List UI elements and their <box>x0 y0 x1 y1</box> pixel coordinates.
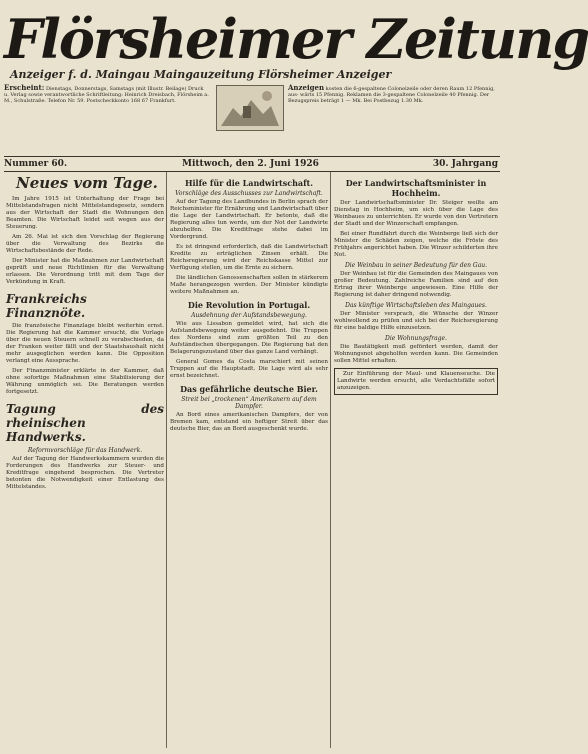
article-paragraph: Der Landwirtschaftsminister Dr. Steiger weilte am Dienstag in Hochheim, um sich über die Lage des Weinbaues zu unterrichten. Er wurde von den Vertretern der Stadt und der Winzerschaft empfangen. <box>334 200 498 227</box>
publication-info-label: Erscheint: <box>4 83 45 92</box>
article-paragraph: General Gomes da Costa marschiert mit seinen Truppen auf die Hauptstadt. Die Lage wird als sehr ernst bezeichnet. <box>170 359 328 379</box>
info-row <box>4 85 500 129</box>
masthead-subtitle: Anzeiger f. d. Maingau Maingauzeitung Flörsheimer Anzeiger <box>10 68 392 81</box>
article-heading: Neues vom Tage. <box>16 174 158 192</box>
article-paragraph: Wie aus Lissabon gemeldet wird, hat sich die Aufstandsbewegung weiter ausgedehnt. Die Truppen des Nordens sind zum größten Teil zu den Aufständischen übergegangen. Die Regierung hat den Belagerungszustand über das ganze Land verhängt. <box>170 321 328 355</box>
article-subheading: Streit bei „trockenen“ Amerikanern auf dem Dampfer. <box>181 396 317 410</box>
advertising-info-label: Anzeigen <box>288 83 325 92</box>
article-paragraph: Es ist dringend erforderlich, daß die Landwirtschaft Kredite zu erträglichen Zinsen erhält. Die Reichsregierung wird der Reichskasse Mittel zur Verfügung stellen, um die Ernte zu sichern. <box>170 244 328 271</box>
column-middle <box>170 174 328 744</box>
article-heading: Das gefährliche deutsche Bier. <box>180 384 318 394</box>
article-heading: Hilfe für die Landwirtschaft. <box>184 178 314 188</box>
article-paragraph: Am 26. Mai ist sich den Vorschlag der Regierung über die Verwaltung des Bezirks die Wirtschaftsbestände der Rede. <box>6 234 164 254</box>
volume-number: 30. Jahrgang <box>432 159 498 169</box>
advertising-info <box>288 85 500 129</box>
masthead-title: Flörsheimer Zeitung <box>4 7 588 71</box>
dateline <box>4 156 500 172</box>
column-right <box>334 174 498 744</box>
article-heading: Die Revolution in Portugal. <box>187 300 311 310</box>
column-divider <box>330 172 331 748</box>
article-paragraph: Auf der Tagung der Handwerkskammern wurden die Forderungen des Handwerks zur Steuer- und Kreditfrage eingehend besprochen. Die Vertreter betonten die Notwendigkeit einer Entlastung des Mittelstandes. <box>6 456 164 490</box>
article-paragraph: An Bord eines amerikanischen Dampfers, der von Bremen kam, entstand ein heftiger Streit über das deutsche Bier, das an Bord ausgeschenkt wurde. <box>170 412 328 432</box>
article-paragraph: Die französische Finanzlage bleibt weiterhin ernst. Die Regierung hat die Kammer ersucht, die Vorlage über die neuen Steuern schnell zu verabschieden, da der Franken weiter fällt und der Staatshaushalt nicht mehr ausgeglichen werden kann. Die Opposition verlangt eine Aussprache. <box>6 323 164 364</box>
column-divider <box>166 172 167 748</box>
publication-info-text: Dienstags, Donnerstags, Samstags (mit Illustr. Beilage) Druck u. Verlag sowie verantwortliche Schriftleitung: Heinrich Dreisbach, Flörsheim a. M., Schulstraße. Telefon Nr. 59. Postscheckkonto 168 67 Frankfurt. <box>4 86 209 104</box>
article-paragraph: Auf der Tagung des Landbundes in Berlin sprach der Reichsminister für Ernährung und Landwirtschaft über die Lage der Landwirtschaft. Er betonte, daß die Regierung alles tun werde, um der Not der Landwirte abzuhelfen. Die Kreditfrage stehe dabei im Vordergrund. <box>170 199 328 240</box>
article-paragraph: Bei einer Rundfahrt durch die Weinberge ließ sich der Minister die Schäden zeigen, welche die Fröste des Frühjahrs angerichtet haben. Die Winzer schilderten ihre Not. <box>334 231 498 258</box>
advertising-info-text: kosten die 6-gespaltene Colonelzeile oder deren Raum 12 Pfennig, aus- wärts 15 Pfennig. Reklamen die 3-gespaltene Colonelzeile 40 Pfennig. Der Bezugspreis beträgt 1 — Mk. Bei Postbezug 1.30 Mk. <box>288 86 495 104</box>
article-paragraph: Der Weinbau ist für die Gemeinden des Maingaues von großer Bedeutung. Zahlreiche Familien sind auf den Ertrag ihrer Weinberge angewiesen. Eine Hilfe der Regierung ist daher dringend notwendig. <box>334 271 498 298</box>
article-paragraph: Der Finanzminister erklärte in der Kammer, daß ohne sofortige Maßnahmen eine Stabilisierung der Währung unmöglich sei. Die Beratungen werden fortgesetzt. <box>6 368 164 395</box>
article-subheading: Das künftige Wirtschaftsleben des Maingaues. <box>345 302 487 309</box>
article-heading: Tagung des rheinischen Handwerks. <box>6 402 164 444</box>
notice-box: Zur Einführung der Maul- und Klauenseuche. Die Landwirte werden ersucht, alle Verdachtsfälle sofort anzuzeigen. <box>334 368 498 395</box>
article-subheading: Vorschläge des Ausschusses zur Landwirtschaft. <box>175 190 323 197</box>
article-paragraph: Der Minister hat die Maßnahmen zur Landwirtschaft geprüft und neue Richtlinien für die Verwaltung erlassen. Die Verordnung tritt mit dem Tage der Verkündung in Kraft. <box>6 258 164 285</box>
issue-date: Mittwoch, den 2. Juni 1926 <box>182 159 319 169</box>
article-paragraph: Der Minister versprach, die Wünsche der Winzer wohlwollend zu prüfen und sich bei der Reichsregierung für eine baldige Hilfe einzusetzen. <box>334 311 498 331</box>
article-paragraph: Im Jahre 1915 ist Unterhaltung der Frage bei Mittelstandsfragen nicht Mittelstandsgesetz, sondern aus der Wirtschaft der Stadt die Wohnungen den Beamten. Die Wirtschaft leidet seit wegen aus der Steuerung. <box>6 196 164 230</box>
article-heading: Frankreichs Finanznöte. <box>6 292 87 320</box>
article-paragraph: Die Bautätigkeit muß gefördert werden, damit der Wohnungsnot abgeholfen werden kann. Die Gemeinden sollen Mittel erhalten. <box>334 344 498 364</box>
article-subheading: Reformvorschläge für das Handwerk. <box>27 447 143 454</box>
column-left <box>6 174 164 744</box>
article-subheading: Ausdehnung der Aufstandsbewegung. <box>191 312 307 319</box>
article-heading: Der Landwirtschaftsminister in Hochheim. <box>345 178 487 198</box>
issue-number: Nummer 60. <box>4 159 68 169</box>
town-emblem-icon <box>216 85 284 131</box>
publication-info <box>4 85 209 129</box>
article-paragraph: Die ländlichen Genossenschaften sollen in stärkerem Maße herangezogen werden. Der Minister kündigte weitere Maßnahmen an. <box>170 275 328 295</box>
article-subheading: Die Weinbau in seiner Bedeutung für den Gau. <box>344 262 488 269</box>
article-subheading: Die Wohnungsfrage. <box>385 335 447 342</box>
